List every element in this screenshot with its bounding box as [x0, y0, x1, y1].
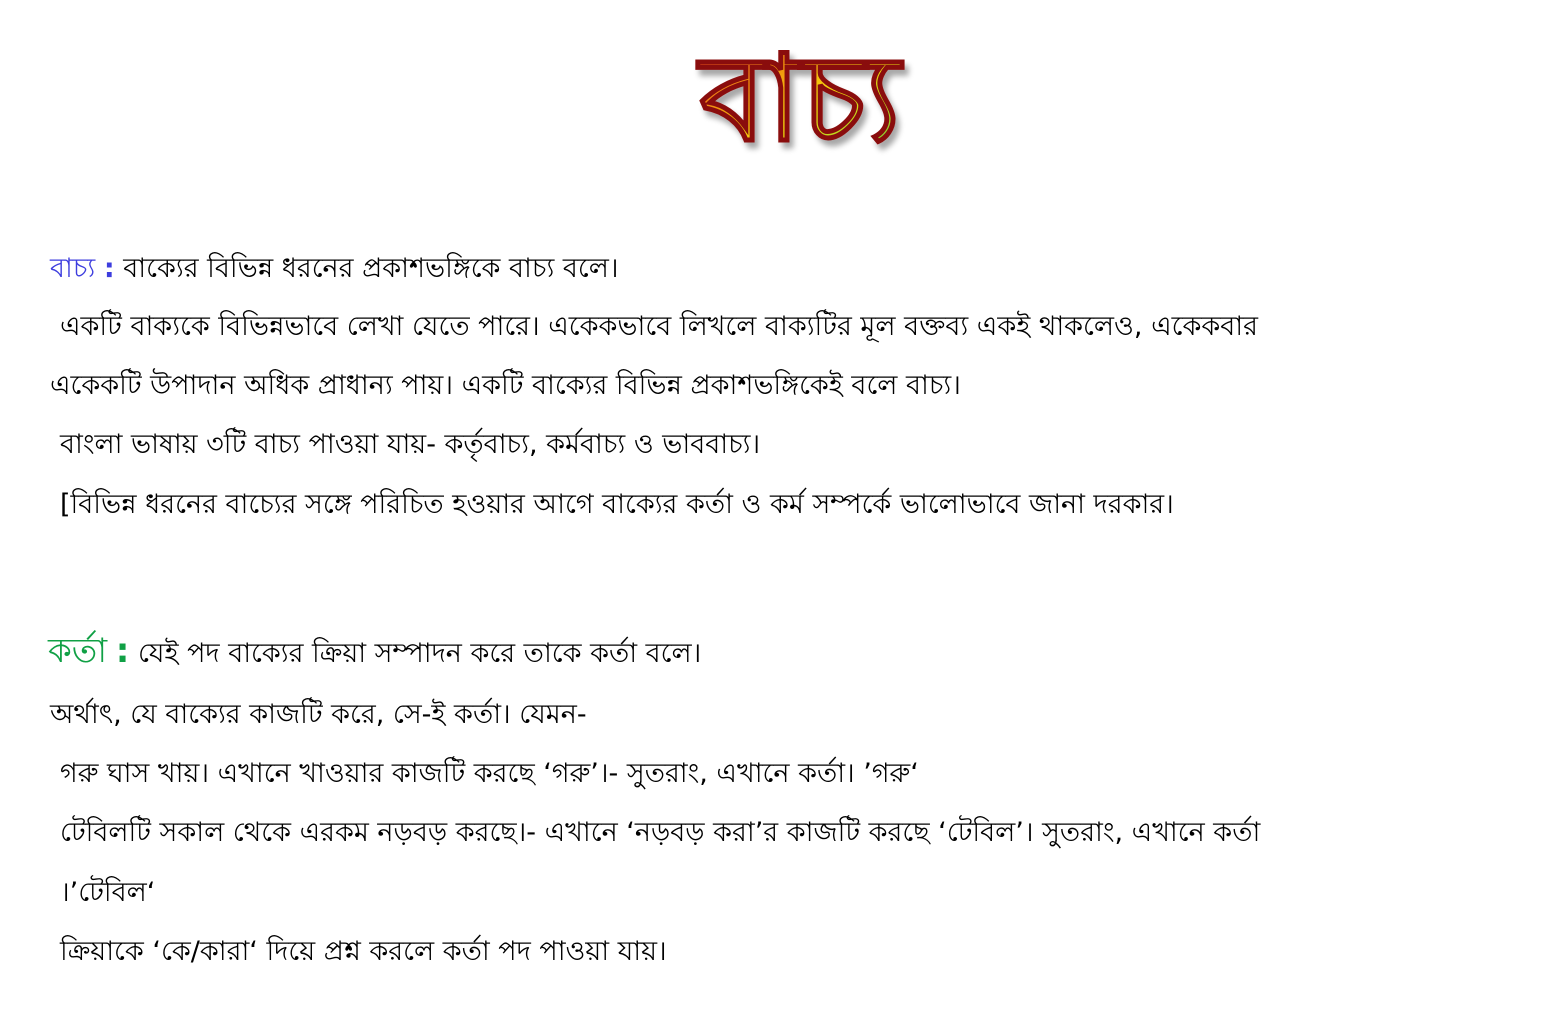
voice-definition-line	[50, 252, 619, 286]
voice-note-line: [বিভিন্ন ধরনের বাচ্যের সঙ্গে পরিচিত হওয়ার আগে বাক্যের কর্তা ও কর্ম সম্পর্কে ভালোভাবে জানা দরকার।	[60, 489, 1174, 520]
voice-types-line: বাংলা ভাষায় ৩টি বাচ্য পাওয়া যায়- কর্তৃবাচ্য, কর্মবাচ্য ও ভাববাচ্য।	[60, 429, 761, 460]
subject-explanation: অর্থাৎ, যে বাক্যের কাজটি করে, সে-ই কর্তা। যেমন-	[50, 699, 587, 730]
subject-example2-line1: টেবিলটি সকাল থেকে এরকম নড়বড় করছে।- এখানে ‘নড়বড় করা’র কাজটি করছে ‘টেবিল’। সুতরাং, এখানে কর্তা	[60, 817, 1261, 848]
voice-paragraph-line1: একটি বাক্যকে বিভিন্নভাবে লেখা যেতে পারে। একেকভাবে লিখলে বাক্যটির মূল বক্তব্য একই থাকলেও, একেকবার	[60, 311, 1258, 342]
title-logo	[650, 28, 950, 178]
voice-definition: বাক্যের বিভিন্ন ধরনের প্রকাশভঙ্গিকে বাচ্য বলে।	[123, 253, 619, 284]
title-logo-text: বাচ্য	[699, 30, 901, 169]
subject-rule: ক্রিয়াকে ‘কে/কারা‘ দিয়ে প্রশ্ন করলে কর্তা পদ পাওয়া যায়।	[60, 936, 667, 967]
subject-definition-line	[48, 631, 702, 671]
voice-term: বাচ্য	[50, 253, 96, 284]
subject-colon: :	[115, 631, 130, 671]
subject-definition: যেই পদ বাক্যের ক্রিয়া সম্পাদন করে তাকে কর্তা বলে।	[137, 638, 702, 669]
voice-paragraph-line2: একেকটি উপাদান অধিক প্রাধান্য পায়। একটি বাক্যের বিভিন্ন প্রকাশভঙ্গিকেই বলে বাচ্য।	[50, 370, 961, 401]
voice-colon: :	[103, 253, 115, 284]
subject-example2-line2: ।’টেবিল‘	[60, 877, 156, 908]
subject-term: কর্তা	[48, 631, 108, 671]
subject-example1: গরু ঘাস খায়। এখানে খাওয়ার কাজটি করছে ‘গরু’।- সুতরাং, এখানে কর্তা। ’গরু‘	[60, 758, 919, 789]
title-logo-graphic	[650, 28, 950, 178]
